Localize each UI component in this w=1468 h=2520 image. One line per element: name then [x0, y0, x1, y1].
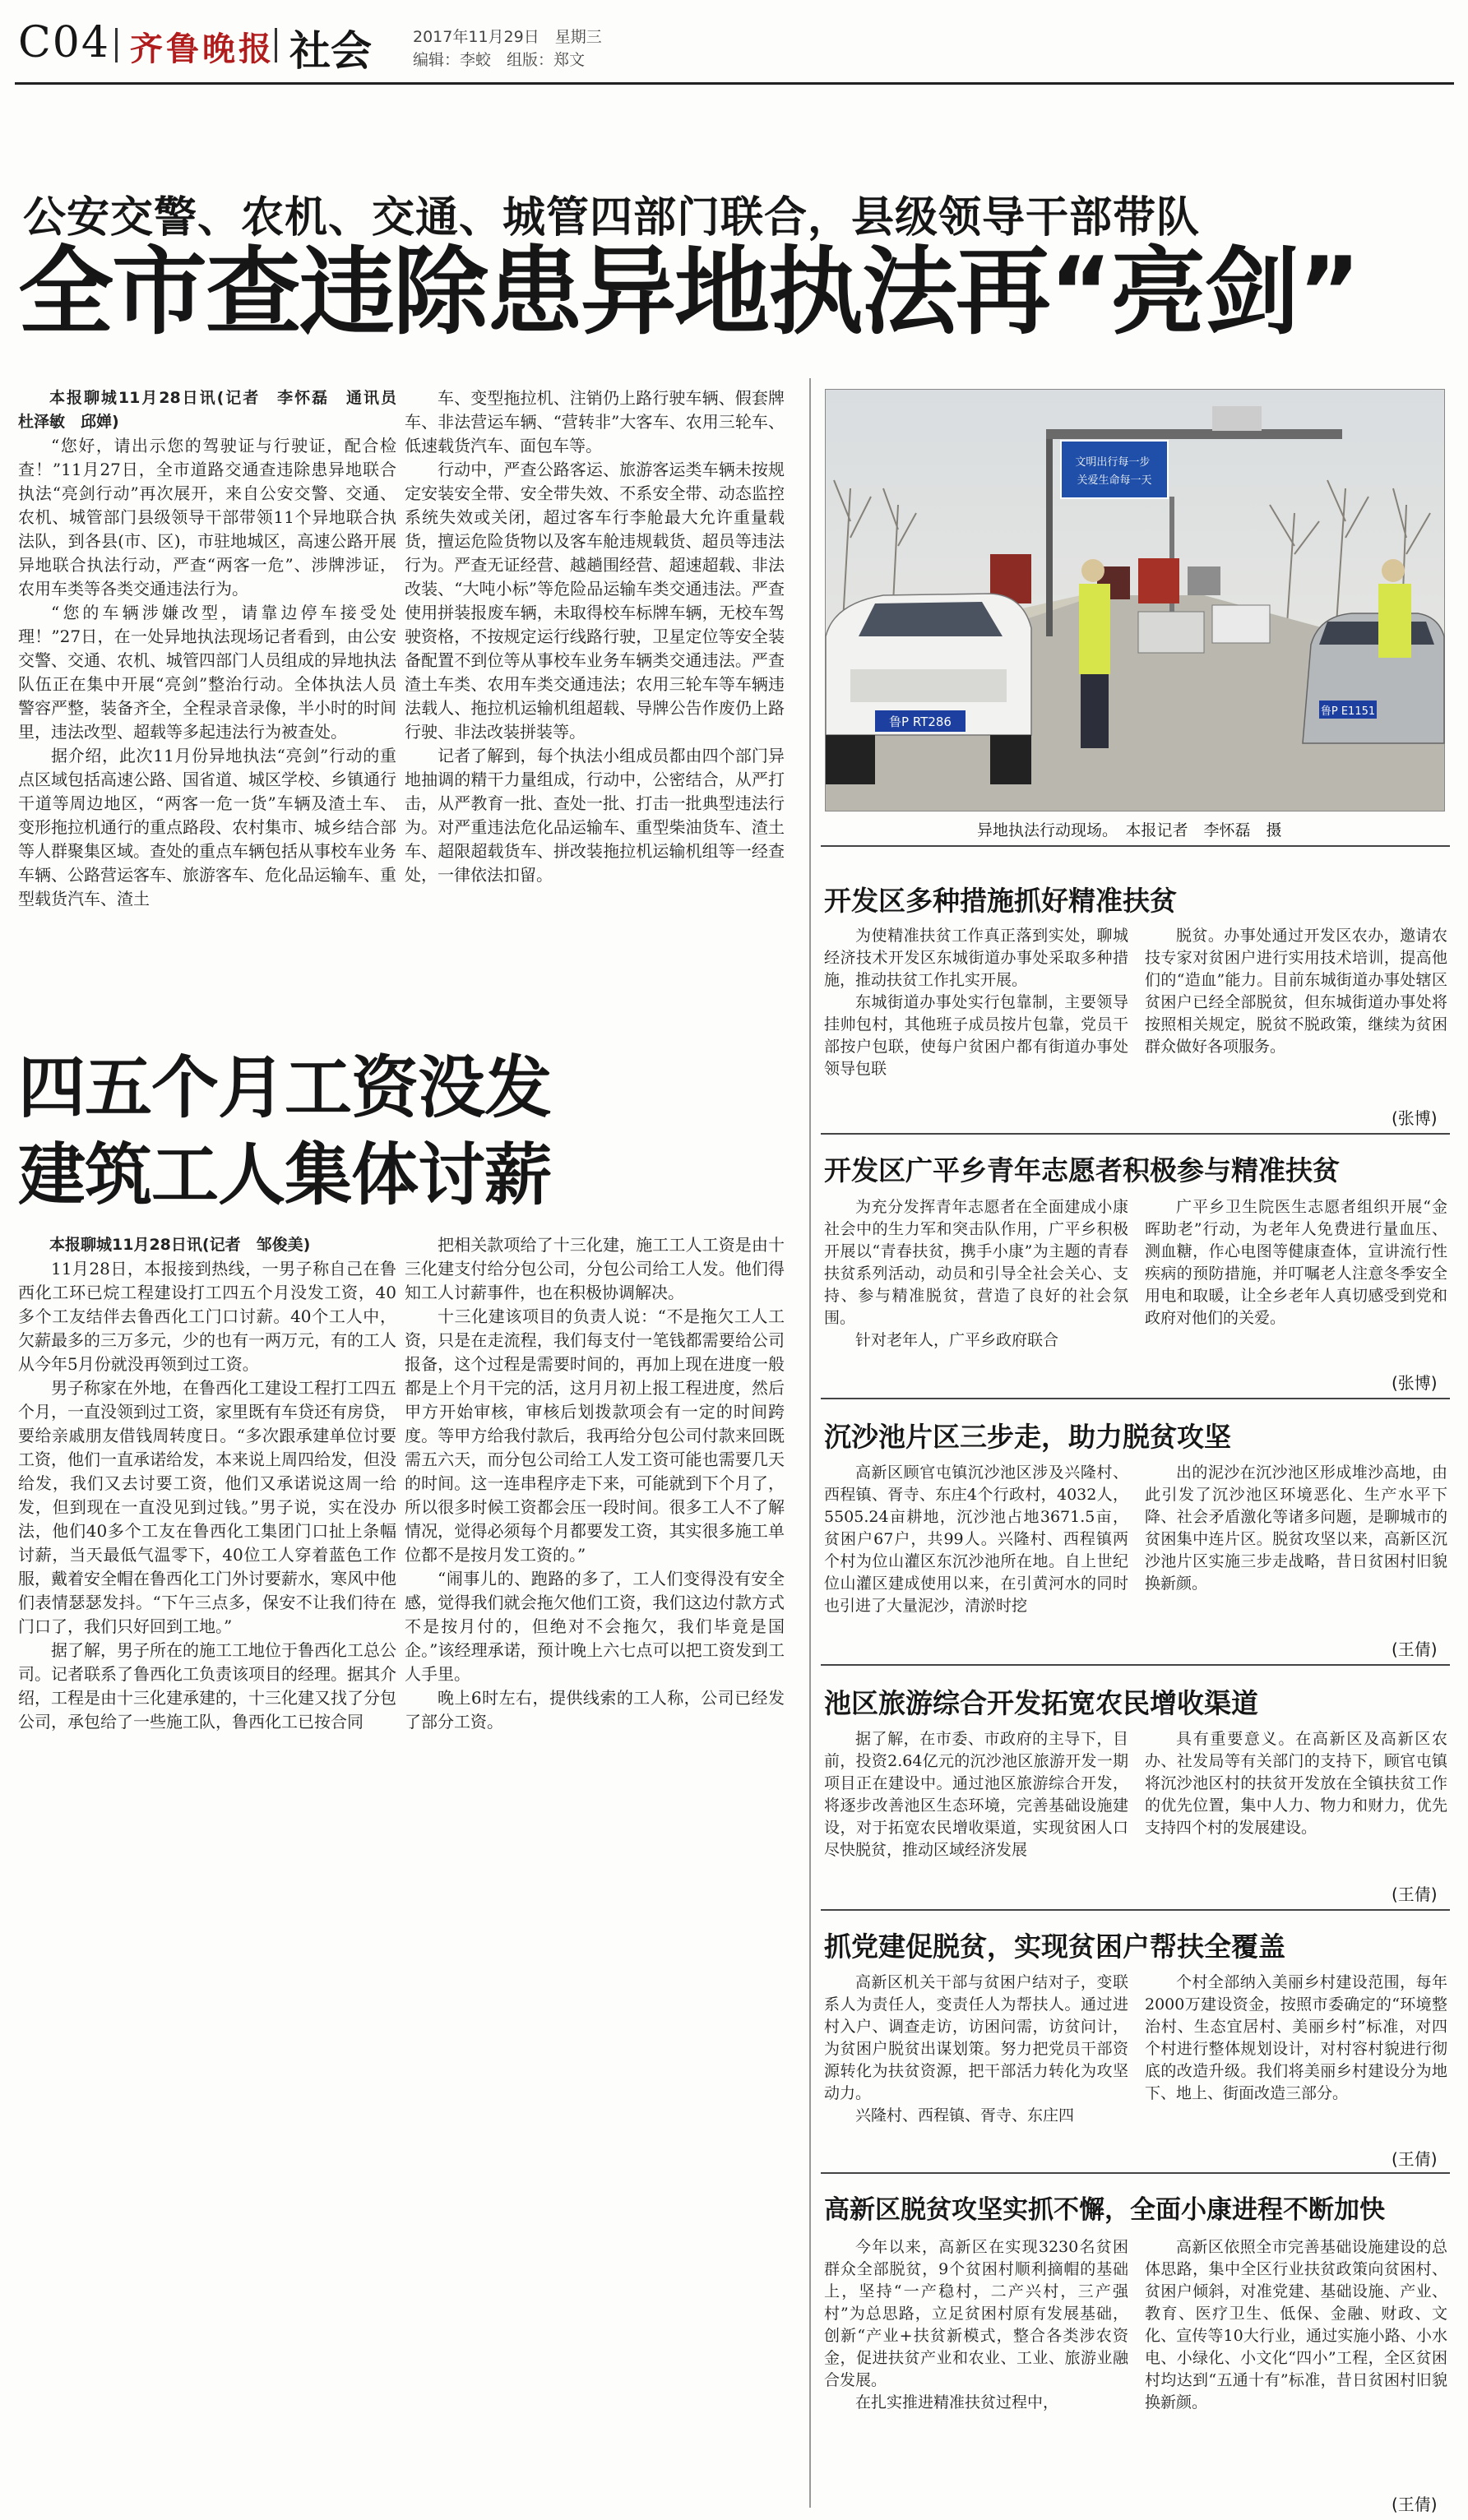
brief-paragraph: 脱贫。办事处通过开发区农办，邀请农技专家对贫困户进行实用技术培训，提高他们的“造血”能力。目前东城街道办事处辖区贫困户已经全部脱贫，但东城街道办事处将按照相关规定，脱贫不脱政策，继续为贫困群众做好各项服务。 [1145, 927, 1447, 1056]
brief-paragraph: 据了解，在市委、市政府的主导下，目前，投资2.64亿元的沉沙池区旅游开发一期项目正在建设中。通过池区旅游综合开发，将逐步改善池区生态环境，完善基础设施建设，对于拓宽农民增收渠道，实现贫困人口尽快脱贫，推动区域经济发展 [824, 1730, 1128, 1859]
brief-paragraph: 今年以来，高新区在实现3230名贫困群众全部脱贫，9个贫困村顺利摘帽的基础上，坚持“一产稳村，二产兴村，三产强村”为总思路，立足贫困村原有发展基础，创新“产业+扶贫新模式，整合各类涉农资金，促进扶贫产业和农业、工业、旅游业融合发展。 [824, 2238, 1128, 2389]
wage-paragraph: 把相关款项给了十三化建，施工工人工资是由十三化建支付给分包公司，分包公司给工人发。他们得知工人讨薪事件，也在积极协调解决。 [405, 1235, 785, 1302]
enforcement-scene-image [826, 390, 1444, 811]
road-sign-text: 文明出行每一步 关爱生命每一天 [1075, 456, 1152, 487]
brief-paragraph: 出的泥沙在沉沙池区形成堆沙高地，由此引发了沉沙池区环境恶化、生产水平下降、社会矛盾激化等诸多问题，是聊城市的贫困集中连片区。脱贫攻坚以来，高新区沉沙池片区实施三步走战略，昔日贫困村旧貌换新颜。 [1145, 1463, 1447, 1593]
brief-title: 高新区脱贫攻坚实抓不懈，全面小康进程不断加快 [824, 2195, 1385, 2225]
brief-column-right [1145, 925, 1447, 1126]
editors-line: 编辑：李蛟 组版：郑文 [413, 51, 586, 69]
wage-byline: 本报聊城11月28日讯(记者 邹俊美) [49, 1236, 311, 1254]
brief-column-left [824, 1728, 1128, 1919]
brief-paragraph: 为充分发挥青年志愿者在全面建成小康社会中的生力军和突击队作用，广平乡积极开展以“青春扶贫，携手小康”为主题的青春扶贫系列活动，动员和引导全社会关心、支持、参与精准脱贫，营造了良好的社会氛围。 [824, 1198, 1128, 1327]
brief-column-right [1145, 1196, 1447, 1385]
brief-paragraph: 广平乡卫生院医生志愿者组织开展“金晖助老”行动，为老年人免费进行量血压、测血糖，作心电图等健康查体，宣讲流行性疾病的预防措施，并叮嘱老人注意冬季安全用电和取暖，让全乡老年人真切感受到党和政府对他们的关爱。 [1145, 1198, 1447, 1327]
lead-column-1 [18, 386, 413, 1044]
wage-paragraph: “闹事儿的、跑路的多了，工人们变得没有安全感，觉得我们就会拖欠他们工资，我们这边付款方式不是按月付的，但绝对不会拖欠，我们毕竟是国企。”该经理承诺，预计晚上六七点可以把工资发到工人手里。 [405, 1569, 785, 1684]
masthead-divider [275, 28, 277, 62]
brief-author: (王倩) [1392, 1884, 1438, 1904]
brief-paragraph: 高新区顾官屯镇沉沙池区涉及兴隆村、西程镇、胥寺、东庄4个行政村，4032人，5505.24亩耕地，沉沙池占地3671.5亩，贫困户67户，共99人。兴隆村、西程镇两个村为位山灌区东沉沙池所在地。自上世纪位山灌区建成使用以来，在引黄河水的同时也引进了大量泥沙，清淤时挖 [824, 1463, 1128, 1615]
wage-headline-line1: 四五个月工资没发 [18, 1049, 552, 1127]
brief-author: (王倩) [1392, 2149, 1438, 2169]
brief-column-left [824, 1972, 1128, 2162]
column-divider [809, 378, 811, 2508]
lead-headline: 全市查违除患异地执法再“亮剑” [18, 237, 1359, 348]
section-rule [821, 845, 1450, 847]
section-name: 社会 [289, 27, 372, 75]
masthead-rule [15, 82, 1454, 85]
section-rule [821, 1133, 1450, 1135]
masthead [0, 0, 1468, 79]
brief-title: 开发区广平乡青年志愿者积极参与精准扶贫 [824, 1154, 1340, 1186]
wage-paragraph: 晚上6时左右，提供线索的工人称，公司已经发了部分工资。 [405, 1688, 785, 1732]
brief-paragraph: 在扎实推进精准扶贫过程中， [855, 2393, 1059, 2411]
news-photo [825, 389, 1445, 811]
lead-column-2 [405, 386, 785, 1044]
section-rule [821, 1909, 1450, 1911]
lead-paragraph: 记者了解到，每个执法小组成员都由四个部门异地抽调的精干力量组成，行动中，公密结合，从严打击，从严教育一批、查处一批、打击一批典型违法行为。对严重违法危化品运输车、重型柴油货车、渣土车、超限超载货车、拼改装拖拉机运输机组等一经查处，一律依法扣留。 [405, 746, 785, 885]
license-plate-left: 鲁P RT286 [889, 714, 952, 729]
brief-paragraph: 针对老年人，广平乡政府联合 [855, 1331, 1059, 1349]
brief-column-left [824, 1462, 1128, 1651]
license-plate-right: 鲁P E1151 [1320, 705, 1376, 718]
brief-author: (张博) [1392, 1108, 1438, 1128]
brief-column-left [824, 1196, 1128, 1385]
brief-title: 抓党建促脱贫，实现贫困户帮扶全覆盖 [824, 1930, 1285, 1963]
section-rule [821, 1664, 1450, 1666]
brief-paragraph: 个村全部纳入美丽乡村建设范围，每年2000万建设资金，按照市委确定的“环境整治村、生态宜居村、美丽乡村”标准，对四个村进行整体规划设计，对村容村貌进行彻底的改造升级。我们将美丽乡村建设分为地下、地上、街面改造三部分。 [1145, 1973, 1447, 2102]
page-number: C04 [18, 18, 110, 67]
wage-column-2 [405, 1233, 785, 1916]
brief-paragraph: 高新区机关干部与贫困户结对子，变联系人为责任人，变责任人为帮扶人。通过进村入户、调查走访，访困问需，访贫问计，为贫困户脱贫出谋划策。努力把党员干部资源转化为扶贫资源，把干部活力转化为攻坚动力。 [824, 1973, 1128, 2102]
wage-paragraph: 据了解，男子所在的施工工地位于鲁西化工总公司。记者联系了鲁西化工负责该项目的经理。据其介绍，工程是由十三化建承建的，十三化建又找了分包公司，承包给了一些施工队，鲁西化工已按合同 [18, 1640, 396, 1732]
section-rule [821, 1398, 1450, 1399]
lead-paragraph: 据介绍，此次11月份异地执法“亮剑”行动的重点区域包括高速公路、国省道、城区学校、乡镇通行干道等周边地区，“两客一危一货”车辆及渣土车、变形拖拉机通行的重点路段、农村集市、城乡结合部等人群聚集区域。查处的重点车辆包括从事校车业务车辆、公路营运客车、旅游客车、危化品运输车、重型载货汽车、渣土 [18, 746, 396, 909]
brief-paragraph: 高新区依照全市完善基础设施建设的总体思路，集中全区行业扶贫政策向贫困村、贫困户倾斜，对准党建、基础设施、产业、教育、医疗卫生、低保、金融、财政、文化、宣传等10大行业，通过实施小路、小水电、小绿化、小文化“四小”工程，全区贫困村均达到“五通十有”标准，昔日贫困村旧貌换新颜。 [1145, 2238, 1447, 2411]
brief-author: (王倩) [1392, 2495, 1438, 2514]
lead-paragraph: 行动中，严查公路客运、旅游客运类车辆未按规定安装安全带、安全带失效、不系安全带、动态监控系统失效或关闭，超过客车行李舱最大允许重量载货，擅运危险货物以及客车舱违规载货、超员等违法行为。严查无证经营、越趟围经营、超速超载、非法改装、“大吨小标”等危险品运输车类交通违法。严查使用拼装报废车辆，未取得校车标牌车辆，无校车驾驶资格，不按规定运行线路行驶，卫星定位等安全装备配置不到位等从事校车业务车辆类交通违法。严查渣土车类、农用车类交通违法；农用三轮车等车辆违法载人、拖拉机运输机组超载、导牌公告作废仍上路行驶、非法改装拼装等。 [405, 460, 785, 742]
masthead-divider [115, 28, 118, 62]
brief-paragraph: 兴隆村、西程镇、胥寺、东庄四 [855, 2106, 1075, 2125]
wage-column-1 [18, 1233, 396, 1916]
brief-title: 沉沙池片区三步走，助力脱贫攻坚 [824, 1421, 1231, 1453]
wage-headline-line2: 建筑工人集体讨薪 [18, 1136, 552, 1214]
lead-paragraph: 车、变型拖拉机、注销仍上路行驶车辆、假套牌车、非法营运车辆、“营转非”大客车、农用三轮车、低速载货汽车、面包车等。 [405, 388, 785, 455]
brief-paragraph: 为使精准扶贫工作真正落到实处，聊城经济技术开发区东城街道办事处采取多种措施，推动扶贫工作扎实开展。 [824, 927, 1128, 989]
photo-caption: 异地执法行动现场。 本报记者 李怀磊 摄 [977, 821, 1282, 839]
brief-title: 池区旅游综合开发拓宽农民增收渠道 [824, 1687, 1258, 1719]
brief-author: (王倩) [1392, 1639, 1438, 1659]
section-rule [821, 2172, 1450, 2174]
brief-paragraph: 具有重要意义。在高新区及高新区农办、社发局等有关部门的支持下，顾官屯镇将沉沙池区村的扶贫开发放在全镇扶贫工作的优先位置，集中人力、物力和财力，优先支持四个村的发展建设。 [1145, 1730, 1447, 1837]
brief-column-right [1145, 1972, 1447, 2162]
lead-paragraph: “您的车辆涉嫌改型，请靠边停车接受处理！”27日，在一处异地执法现场记者看到，由公安交警、交通、农机、城管四部门人员组成的异地执法队伍正在集中开展“亮剑”整治行动。全体执法人员警容严整，装备齐全，全程录音录像，半小时的时间里，违法改型、超载等多起违法行为被查处。 [18, 603, 396, 742]
lead-byline: 本报聊城11月28日讯(记者 李怀磊 通讯员 杜泽敏 邱婵) [18, 389, 413, 431]
brief-paragraph: 东城街道办事处实行包靠制，主要领导挂帅包村，其他班子成员按片包靠，党员干部按户包联，使每户贫困户都有街道办事处领导包联 [824, 993, 1128, 1078]
brief-column-right [1145, 1462, 1447, 1651]
brief-author: (张博) [1392, 1373, 1438, 1393]
brief-title: 开发区多种措施抓好精准扶贫 [824, 885, 1177, 917]
brief-column-right [1145, 2236, 1447, 2487]
issue-date: 2017年11月29日 星期三 [413, 28, 602, 46]
newspaper-logo: 齐鲁晚报 [130, 30, 275, 68]
lead-kicker: 公安交警、农机、交通、城管四部门联合，县级领导干部带队 [23, 193, 1201, 243]
lead-paragraph: “您好，请出示您的驾驶证与行驶证，配合检查！”11月27日，全市道路交通查违除患异地联合执法“亮剑行动”再次展开，来自公安交警、交通、农机、城管部门县级领导干部带领11个异地联合执法队，到各县(市、区)，市驻地城区，高速公路开展异地联合执法行动，严查“两客一危”、涉牌涉证，农用车类等各类交通违法行为。 [18, 436, 396, 599]
wage-paragraph: 男子称家在外地，在鲁西化工建设工程打工四五个月，一直没领到过工资，家里既有车贷还有房贷，要给亲戚朋友借钱周转度日。“多次跟承建单位讨要工资，他们一直承诺给发，本来说上周四给发，但没给发，我们又去讨要工资，他们又承诺说这周一给发，但到现在一直没见到过钱。”男子说，实在没办法，他们40多个工友在鲁西化工集团门口扯上条幅讨薪，当天最低气温零下，40位工人穿着蓝色工作服，戴着安全帽在鲁西化工门外讨要薪水，寒风中他们表情瑟瑟发抖。“下午三点多，保安不让我们待在门口了，我们只好回到工地。” [18, 1378, 396, 1636]
brief-column-left [824, 925, 1128, 1126]
wage-paragraph: 11月28日，本报接到热线，一男子称自己在鲁西化工环已烷工程建设打工四五个月没发工资，40多个工友结伴去鲁西化工门口讨薪。40个工人中，欠薪最多的三万多元，少的也有一两万元，有的工人从今年5月份就没再领到过工资。 [18, 1259, 396, 1374]
brief-column-left [824, 2236, 1128, 2508]
wage-paragraph: 十三化建该项目的负责人说：“不是拖欠工人工资，只是在走流程，我们每支付一笔钱都需要给公司报备，这个过程是需要时间的，再加上现在进度一般都是上个月干完的活，这月月初上报工程进度，然后甲方开始审核，审核后划拨款项会有一定的时间跨度。等甲方给我付款后，我再给分包公司付款来回既需五六天，而分包公司给工人发工资可能也需要几天的时间。这一连串程序走下来，可能就到下个月了，所以很多时候工资都会压一段时间。很多工人不了解情况，觉得必须每个月都要发工资，其实很多施工单位都不是按月发工资的。” [405, 1306, 785, 1565]
